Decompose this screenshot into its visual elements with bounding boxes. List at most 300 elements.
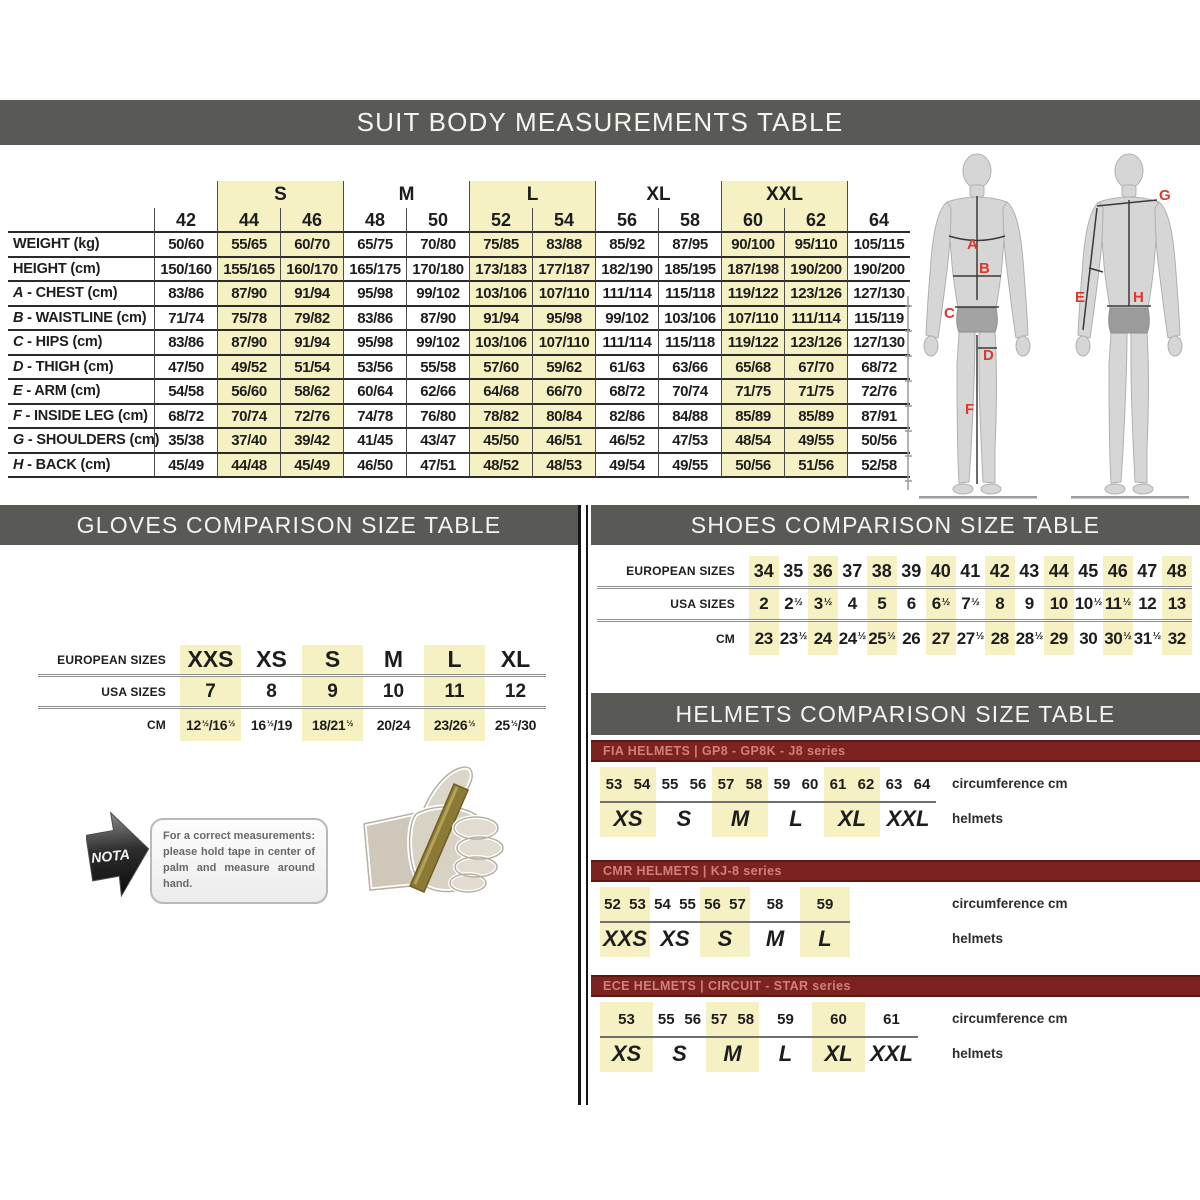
suit-measurement-cell: 83/86 <box>154 282 217 307</box>
suit-measurement-cell: 76/80 <box>406 405 469 430</box>
shoes-cell: 39 <box>901 560 922 581</box>
shoes-cell: 26 <box>902 628 921 648</box>
suit-measurement-cell: 58/62 <box>280 380 343 405</box>
suit-measurement-cell: 111/114 <box>595 331 658 356</box>
suit-measurement-cell: 182/190 <box>595 258 658 283</box>
suit-measurement-cell: 87/90 <box>217 282 280 307</box>
helmets-label: helmets <box>952 931 1004 946</box>
suit-size-group-header: XXL <box>721 181 847 208</box>
suit-measurement-cell: 65/75 <box>343 233 406 258</box>
shoes-cell: 46 <box>1103 556 1133 586</box>
shoes-cell: 29 <box>1044 622 1074 655</box>
shoes-cell: 11 ½ <box>1103 589 1133 619</box>
suit-measurement-cell: 71/75 <box>784 380 847 405</box>
suit-measurement-cell: 68/72 <box>154 405 217 430</box>
shoes-cell: 24 ½ <box>838 628 866 648</box>
helmet-circumference-row <box>800 887 850 921</box>
suit-column-header: 42 <box>154 208 217 233</box>
shoes-cell: 7 ½ <box>961 594 980 613</box>
shoes-size-table <box>597 556 1192 655</box>
suit-measurement-cell: 84/88 <box>658 405 721 430</box>
helmet-circumference-row <box>700 887 750 921</box>
fia-helmets-size-table <box>600 767 1192 839</box>
helmets-label: helmets <box>952 811 1004 826</box>
helmet-size-value: M <box>765 926 785 951</box>
inside-leg-letter: F <box>965 401 975 418</box>
suit-measurement-cell: 91/94 <box>469 307 532 332</box>
circumference-cm-label: circumference cm <box>952 776 1068 791</box>
gloves-section-title: GLOVES COMPARISON SIZE TABLE <box>76 511 502 538</box>
suit-row-label: G - SHOULDERS (cm) <box>8 429 154 454</box>
suit-measurement-cell: 119/122 <box>721 331 784 356</box>
shoes-cell: 23 ½ <box>779 628 807 648</box>
suit-measurement-cell: 53/56 <box>343 356 406 381</box>
helmet-circumference-row <box>656 767 712 801</box>
suit-measurement-cell: 48/53 <box>532 454 595 479</box>
shoes-cell: 35 <box>783 560 804 581</box>
nota-label: NOTA <box>90 845 131 866</box>
helmet-circumference-row <box>768 767 824 801</box>
fia-helmets-series-bar <box>591 740 1200 762</box>
helmet-size-value: XL <box>837 806 867 831</box>
helmet-size-value: S <box>676 806 692 831</box>
suit-size-group-header <box>154 181 217 208</box>
suit-column-header: 48 <box>343 208 406 233</box>
suit-measurement-cell: 173/183 <box>469 258 532 283</box>
suit-measurement-cell: 107/110 <box>532 282 595 307</box>
suit-measurement-cell: 45/50 <box>469 429 532 454</box>
suit-measurement-cell: 111/114 <box>595 282 658 307</box>
suit-measurement-cell: 83/86 <box>343 307 406 332</box>
suit-measurement-cell: 50/56 <box>721 454 784 479</box>
helmet-circumference-value: 60 <box>801 775 819 793</box>
shoes-cell: 12 <box>1138 594 1157 613</box>
helmet-size-value: M <box>730 806 750 831</box>
suit-measurement-cell: 85/89 <box>784 405 847 430</box>
suit-measurement-cell: 85/89 <box>721 405 784 430</box>
helmet-circumference-row <box>824 767 880 801</box>
suit-size-group-header: XL <box>595 181 721 208</box>
suit-measurement-cell: 50/60 <box>154 233 217 258</box>
suit-measurement-cell: 63/66 <box>658 356 721 381</box>
gloves-cell: 9 <box>302 677 363 706</box>
suit-measurement-cell: 55/58 <box>406 356 469 381</box>
helmet-circumference-value: 57 <box>710 1010 728 1028</box>
helmet-size-value: S <box>717 926 733 951</box>
helmet-row-labels <box>952 1002 1068 1072</box>
shoes-section-title: SHOES COMPARISON SIZE TABLE <box>690 511 1101 538</box>
shoes-cell: 28 <box>985 622 1015 655</box>
cmr-helmets-series-bar <box>591 860 1200 882</box>
shoes-cell: 9 <box>1024 594 1034 613</box>
thigh-letter: D <box>983 347 994 364</box>
suit-measurement-cell: 127/130 <box>847 282 910 307</box>
helmet-circumference-row <box>653 1002 706 1036</box>
suit-column-header: 56 <box>595 208 658 233</box>
suit-measurement-cell: 107/110 <box>721 307 784 332</box>
suit-measurement-cell: 123/126 <box>784 331 847 356</box>
suit-measurement-cell: 49/54 <box>595 454 658 479</box>
suit-measurement-cell: 55/65 <box>217 233 280 258</box>
suit-measurement-cell: 37/40 <box>217 429 280 454</box>
gloves-cell: 10 <box>382 680 405 702</box>
helmet-circumference-row <box>750 887 800 921</box>
helmet-size-value: XS <box>660 926 690 951</box>
suit-measurement-cell: 47/53 <box>658 429 721 454</box>
shoes-cell: 13 <box>1162 589 1192 619</box>
suit-row-label: F - INSIDE LEG (cm) <box>8 405 154 430</box>
suit-column-header: 44 <box>217 208 280 233</box>
suit-measurement-cell: 190/200 <box>784 258 847 283</box>
suit-measurement-cell: 75/85 <box>469 233 532 258</box>
circumference-rule-line <box>600 921 850 923</box>
shoes-cell: 10 <box>1044 589 1074 619</box>
suit-measurement-cell: 60/64 <box>343 380 406 405</box>
gloves-cell: 12 ½ /16 ½ <box>180 709 241 741</box>
gloves-cell: 23/26 ½ <box>424 709 485 741</box>
suit-measurement-cell: 90/100 <box>721 233 784 258</box>
suit-measurement-cell: 160/170 <box>280 258 343 283</box>
helmet-circumference-row <box>759 1002 812 1036</box>
suit-measurement-cell: 85/92 <box>595 233 658 258</box>
suit-measurement-cell: 103/106 <box>658 307 721 332</box>
helmet-circumference-value: 61 <box>829 775 847 793</box>
suit-row-label: HEIGHT (cm) <box>8 258 154 283</box>
shoes-row-label: USA SIZES <box>670 597 735 611</box>
helmets-section-title: HELMETS COMPARISON SIZE TABLE <box>675 700 1116 727</box>
mannequin-front <box>919 154 1037 499</box>
helmet-circumference-row <box>600 767 656 801</box>
back-letter: H <box>1133 289 1144 306</box>
suit-measurement-cell: 82/86 <box>595 405 658 430</box>
shoes-cell: 36 <box>808 556 838 586</box>
helmet-circumference-value: 55 <box>661 775 679 793</box>
gloves-cell: 12 <box>504 680 527 702</box>
suit-measurement-cell: 70/80 <box>406 233 469 258</box>
suit-measurement-cell: 79/82 <box>280 307 343 332</box>
circumference-cm-label: circumference cm <box>952 896 1068 911</box>
suit-measurement-cell: 72/76 <box>280 405 343 430</box>
suit-measurement-cell: 45/49 <box>154 454 217 479</box>
shoes-cell: 44 <box>1044 556 1074 586</box>
suit-measurement-cell: 119/122 <box>721 282 784 307</box>
suit-measurement-cell: 72/76 <box>847 380 910 405</box>
suit-row-label: H - BACK (cm) <box>8 454 154 479</box>
helmet-circumference-value: 63 <box>885 775 903 793</box>
shoes-cell: 5 <box>867 589 897 619</box>
cmr-helmets-size-table <box>600 887 1192 959</box>
gloves-cell: S <box>302 645 363 674</box>
suit-measurement-cell: 185/195 <box>658 258 721 283</box>
helmet-circumference-value: 59 <box>773 775 791 793</box>
circumference-cm-label: circumference cm <box>952 1011 1068 1026</box>
suit-measurement-cell: 44/48 <box>217 454 280 479</box>
shoes-section-title-bar <box>591 505 1200 545</box>
suit-measurement-cell: 47/50 <box>154 356 217 381</box>
suit-row-label: E - ARM (cm) <box>8 380 154 405</box>
gloves-cell: L <box>424 645 485 674</box>
suit-measurement-cell: 87/91 <box>847 405 910 430</box>
suit-column-header: 54 <box>532 208 595 233</box>
ece-helmets-size-table <box>600 1002 1192 1074</box>
gloves-cell: 7 <box>180 677 241 706</box>
shoes-cell: 31 ½ <box>1133 628 1161 648</box>
suit-measurement-cell: 65/68 <box>721 356 784 381</box>
suit-measurement-cell: 49/52 <box>217 356 280 381</box>
suit-measurement-cell: 67/70 <box>784 356 847 381</box>
briefs-back <box>1109 308 1150 333</box>
suit-measurement-cell: 91/94 <box>280 282 343 307</box>
helmet-circumference-value: 54 <box>633 775 651 793</box>
suit-measurement-cell: 48/54 <box>721 429 784 454</box>
gloves-cell: 8 <box>266 680 277 702</box>
suit-measurement-cell: 115/119 <box>847 307 910 332</box>
gloves-cell: 25 ½ /30 <box>494 717 537 733</box>
suit-measurement-cell: 95/98 <box>532 307 595 332</box>
helmet-circumference-row <box>865 1002 918 1036</box>
helmet-circumference-value: 61 <box>883 1010 900 1028</box>
helmet-circumference-row <box>812 1002 865 1036</box>
shoes-cell: 32 <box>1162 622 1192 655</box>
shoes-cell: 42 <box>985 556 1015 586</box>
helmet-circumference-value: 59 <box>777 1010 794 1028</box>
suit-corner-spacer <box>8 181 154 208</box>
suit-measurement-cell: 127/130 <box>847 331 910 356</box>
helmet-circumference-row <box>706 1002 759 1036</box>
suit-measurement-cell: 49/55 <box>658 454 721 479</box>
section-divider-line <box>578 505 581 1105</box>
helmet-groups <box>600 767 936 837</box>
ece-helmets-series-label: ECE HELMETS | CIRCUIT - STAR series <box>603 979 851 993</box>
helmets-section-title-bar <box>591 693 1200 735</box>
helmet-circumference-value: 55 <box>657 1010 675 1028</box>
suit-measurement-cell: 71/75 <box>721 380 784 405</box>
helmet-circumference-value: 54 <box>654 895 671 913</box>
helmet-row-labels <box>952 767 1068 837</box>
suit-measurement-cell: 87/95 <box>658 233 721 258</box>
suit-measurement-cell: 107/110 <box>532 331 595 356</box>
suit-measurement-cell: 83/88 <box>532 233 595 258</box>
suit-row-label: A - CHEST (cm) <box>8 282 154 307</box>
shoes-row-label: EUROPEAN SIZES <box>626 564 735 578</box>
shoes-cell: 23 <box>749 622 779 655</box>
suit-measurement-cell: 155/165 <box>217 258 280 283</box>
helmet-circumference-value: 58 <box>766 895 784 913</box>
shoes-cell: 30 <box>1079 628 1098 648</box>
helmet-size-value: XL <box>824 1041 853 1066</box>
suit-measurement-cell: 190/200 <box>847 258 910 283</box>
cmr-helmets-series-label: CMR HELMETS | KJ-8 series <box>603 864 782 878</box>
helmet-circumference-value: 53 <box>618 1010 635 1028</box>
suit-measurement-cell: 87/90 <box>217 331 280 356</box>
shoes-cell: 24 <box>808 622 838 655</box>
suit-corner-spacer <box>8 208 154 233</box>
suit-measurement-cell: 165/175 <box>343 258 406 283</box>
suit-measurement-cell: 103/106 <box>469 282 532 307</box>
ruler-icon <box>905 296 912 490</box>
suit-measurement-cell: 177/187 <box>532 258 595 283</box>
helmet-circumference-value: 53 <box>605 775 623 793</box>
gloves-cell: 16 ½ /19 <box>250 717 293 733</box>
ece-helmets-series-bar <box>591 975 1200 997</box>
suit-measurement-cell: 60/70 <box>280 233 343 258</box>
shoes-row-label: CM <box>715 631 735 646</box>
suit-size-group-header <box>847 181 910 208</box>
suit-measurement-cell: 46/52 <box>595 429 658 454</box>
shoes-cell: 28 ½ <box>1015 628 1043 648</box>
helmet-size-value: L <box>789 806 803 831</box>
helmets-label: helmets <box>952 1046 1004 1061</box>
suit-measurement-cell: 95/110 <box>784 233 847 258</box>
suit-column-header: 46 <box>280 208 343 233</box>
shoes-cell: 43 <box>1019 560 1040 581</box>
mannequin-back <box>1071 154 1189 499</box>
suit-row-label: WEIGHT (kg) <box>8 233 154 258</box>
helmet-circumference-value: 58 <box>745 775 763 793</box>
arm-letter: E <box>1075 289 1086 306</box>
suit-measurement-cell: 70/74 <box>658 380 721 405</box>
suit-measurement-cell: 78/82 <box>469 405 532 430</box>
helmet-circumference-value: 62 <box>857 775 875 793</box>
circumference-rule-line <box>600 801 936 803</box>
suit-column-header: 58 <box>658 208 721 233</box>
gloves-cell: XXS <box>180 645 241 674</box>
ground-line <box>1071 496 1189 499</box>
shoes-row <box>597 622 1192 655</box>
helmet-circumference-value: 53 <box>629 895 646 913</box>
hips-letter: C <box>944 305 955 322</box>
suit-section-title-bar <box>0 100 1200 145</box>
helmet-circumference-value: 56 <box>704 895 721 913</box>
suit-measurement-cell: 99/102 <box>406 282 469 307</box>
suit-section-title: SUIT BODY MEASUREMENTS TABLE <box>356 107 844 137</box>
suit-measurement-cell: 61/63 <box>595 356 658 381</box>
suit-measurement-cell: 35/38 <box>154 429 217 454</box>
gloves-row <box>38 709 546 741</box>
shoes-cell: 8 <box>985 589 1015 619</box>
gloves-row-label: CM <box>146 718 166 732</box>
suit-measurement-cell: 41/45 <box>343 429 406 454</box>
suit-measurement-cell: 111/114 <box>784 307 847 332</box>
helmet-groups <box>600 887 850 957</box>
gloves-row <box>38 677 546 709</box>
suit-measurement-cell: 105/115 <box>847 233 910 258</box>
suit-measurement-cell: 170/180 <box>406 258 469 283</box>
suit-column-header: 50 <box>406 208 469 233</box>
suit-measurement-cell: 46/50 <box>343 454 406 479</box>
helmet-size-value: L <box>818 926 832 951</box>
circumference-rule-line <box>600 1036 918 1038</box>
helmet-circumference-value: 56 <box>689 775 707 793</box>
suit-measurement-cell: 45/49 <box>280 454 343 479</box>
shoes-cell: 10 ½ <box>1074 594 1102 613</box>
shoes-cell: 2 ½ <box>784 594 803 613</box>
gloves-row-label: EUROPEAN SIZES <box>57 652 166 667</box>
suit-measurement-cell: 62/66 <box>406 380 469 405</box>
suit-column-header: 60 <box>721 208 784 233</box>
shoes-cell: 47 <box>1137 560 1158 581</box>
suit-measurement-cell: 99/102 <box>406 331 469 356</box>
suit-measurement-cell: 59/62 <box>532 356 595 381</box>
gloves-cell: 11 <box>424 677 485 706</box>
suit-column-header: 64 <box>847 208 910 233</box>
suit-measurement-cell: 52/58 <box>847 454 910 479</box>
helmet-circumference-row <box>650 887 700 921</box>
suit-column-header: 52 <box>469 208 532 233</box>
helmet-size-value: L <box>778 1041 793 1066</box>
suit-measurement-cell: 47/51 <box>406 454 469 479</box>
suit-column-header: 62 <box>784 208 847 233</box>
suit-size-group-header: L <box>469 181 595 208</box>
suit-measurement-cell: 49/55 <box>784 429 847 454</box>
shoes-cell: 3 ½ <box>808 589 838 619</box>
gloves-cell: 18/21 ½ <box>302 709 363 741</box>
suit-size-group-header: M <box>343 181 469 208</box>
suit-measurement-cell: 187/198 <box>721 258 784 283</box>
helmet-circumference-value: 56 <box>684 1010 702 1028</box>
shoes-cell: 37 <box>842 560 863 581</box>
helmet-size-value: S <box>672 1041 687 1066</box>
shoes-cell: 6 ½ <box>926 589 956 619</box>
gloves-cell: M <box>383 646 404 672</box>
shoes-cell: 34 <box>749 556 779 586</box>
suit-measurement-cell: 87/90 <box>406 307 469 332</box>
suit-measurement-cell: 64/68 <box>469 380 532 405</box>
helmet-circumference-row <box>600 1002 653 1036</box>
helmet-circumference-value: 55 <box>679 895 696 913</box>
helmet-row-labels <box>952 887 1068 957</box>
nota-arrow-icon <box>86 806 152 902</box>
suit-measurement-cell: 46/51 <box>532 429 595 454</box>
suit-size-group-header: S <box>217 181 343 208</box>
shoes-cell: 6 <box>906 594 916 613</box>
gloves-measure-note-text: For a correct measurements: please hold tape in center of palm and measure around hand. <box>163 830 315 890</box>
helmet-circumference-value: 58 <box>737 1010 755 1028</box>
suit-measurement-cell: 57/60 <box>469 356 532 381</box>
gloves-cell: 20/24 <box>376 717 411 733</box>
shoes-cell: 4 <box>847 594 857 613</box>
helmet-circumference-row <box>600 887 650 921</box>
gloves-row <box>38 645 546 677</box>
shoes-cell: 2 <box>749 589 779 619</box>
suit-row-label: D - THIGH (cm) <box>8 356 154 381</box>
suit-measurement-cell: 51/56 <box>784 454 847 479</box>
suit-measurement-cell: 95/98 <box>343 282 406 307</box>
shoes-cell: 38 <box>867 556 897 586</box>
suit-measurement-cell: 68/72 <box>595 380 658 405</box>
helmet-size-value: XXL <box>886 806 930 831</box>
suit-measurements-table <box>8 181 910 478</box>
suit-measurement-cell: 95/98 <box>343 331 406 356</box>
gloves-measure-note <box>150 818 328 904</box>
helmet-circumference-value: 60 <box>830 1010 847 1028</box>
helmet-circumference-value: 64 <box>913 775 931 793</box>
section-divider-line <box>586 505 588 1105</box>
shoes-row <box>597 589 1192 622</box>
helmet-size-value: XS <box>613 806 643 831</box>
fia-helmets-series-label: FIA HELMETS | GP8 - GP8K - J8 series <box>603 744 846 758</box>
helmet-groups <box>600 1002 918 1072</box>
suit-measurement-cell: 123/126 <box>784 282 847 307</box>
suit-measurement-cell: 39/42 <box>280 429 343 454</box>
shoes-cell: 48 <box>1162 556 1192 586</box>
mannequin-illustration <box>905 146 1200 502</box>
helmet-circumference-row <box>712 767 768 801</box>
shoes-cell: 45 <box>1078 560 1099 581</box>
suit-measurement-cell: 54/58 <box>154 380 217 405</box>
suit-measurement-cell: 70/74 <box>217 405 280 430</box>
helmet-circumference-value: 57 <box>729 895 746 913</box>
